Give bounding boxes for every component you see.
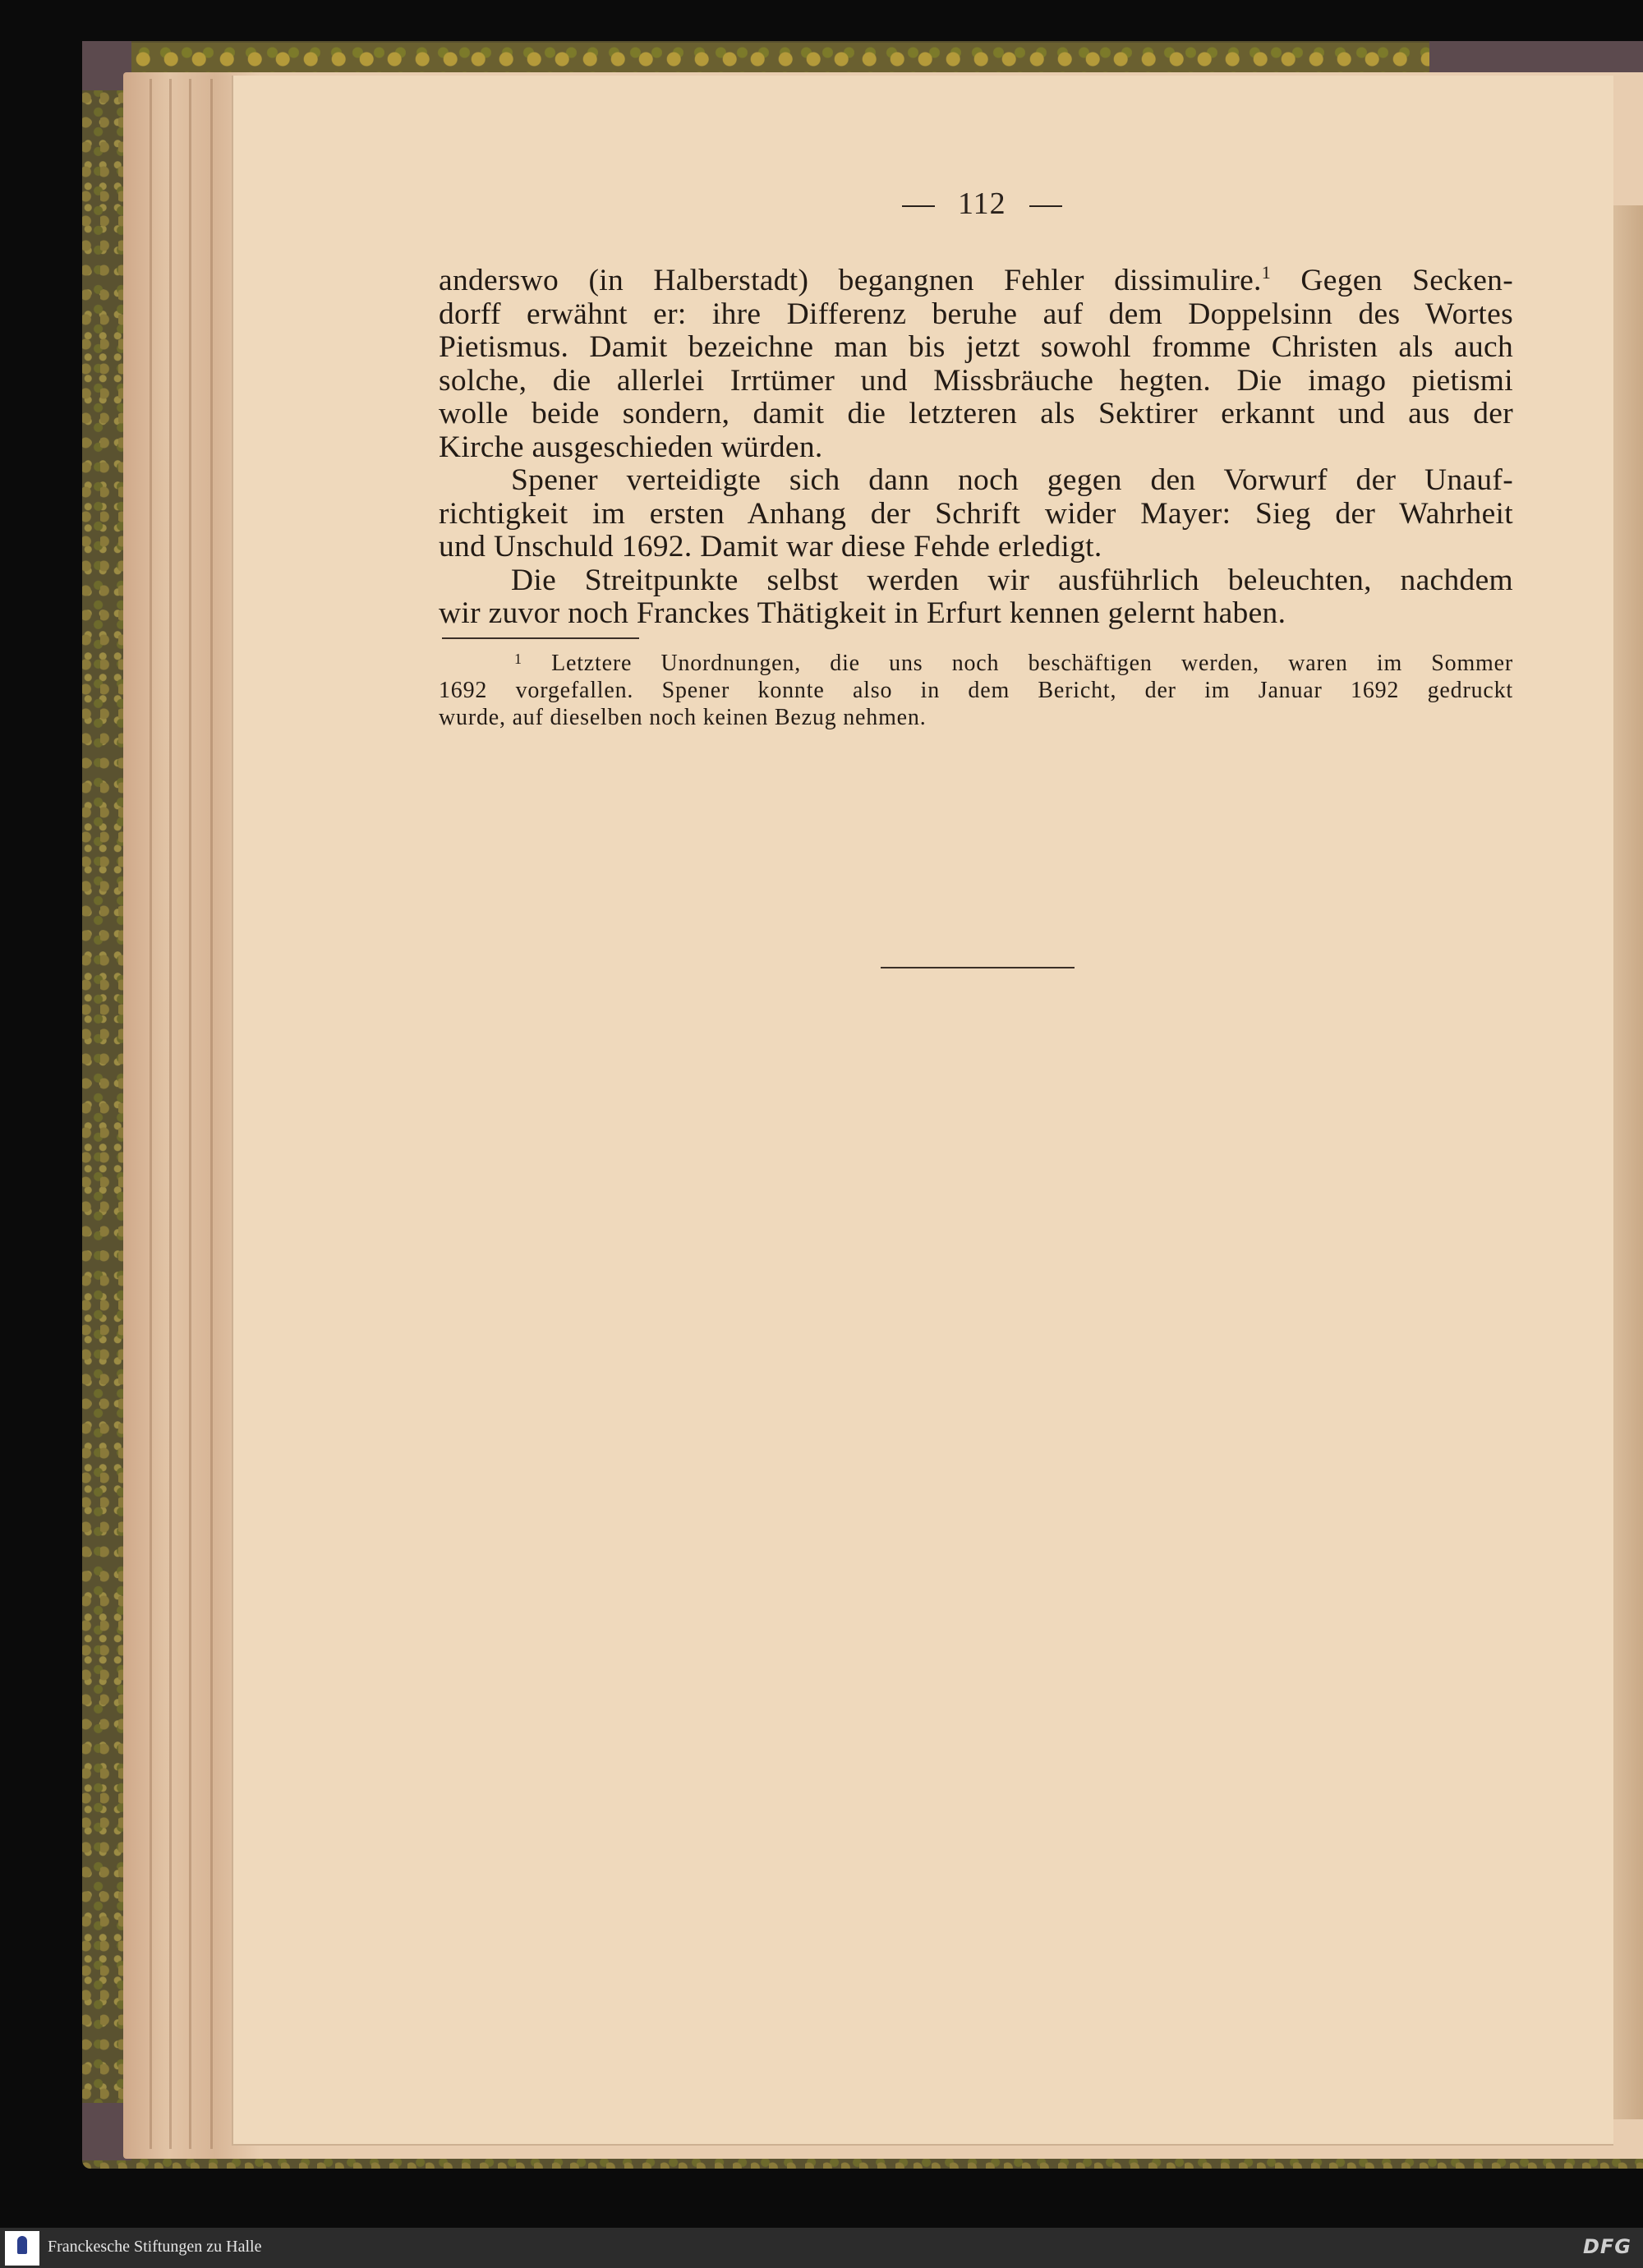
franckesche-stiftungen-logo-icon[interactable] bbox=[5, 2231, 39, 2266]
text-line: Kirche ausgeschieden würden. bbox=[439, 430, 823, 464]
footnote-line: 1692 vorgefallen. Spener konnte also in dem Bericht, der im Januar 1692 gedruckt bbox=[439, 678, 1513, 703]
text-line: dorff erwähnt er: ihre Differenz beruhe auf dem Doppelsinn des Wortes bbox=[439, 297, 1513, 331]
footnote-line: $^1$ Letztere Unordnungen, die uns noch beschäftigen werden, waren im Sommer bbox=[514, 651, 1513, 676]
footnote-line: wurde, auf dieselben noch keinen Bezug nehmen. bbox=[439, 705, 927, 730]
page-edge-line bbox=[210, 79, 213, 2149]
text-line: Pietismus. Damit bezeichne man bis jetzt sowohl fromme Christen als auch bbox=[439, 330, 1513, 364]
page-edge-line bbox=[169, 79, 172, 2149]
page-number-header bbox=[879, 186, 1085, 222]
footnote-marker: 1 bbox=[514, 651, 522, 667]
logo-figure-icon bbox=[17, 2236, 27, 2254]
text-line: richtigkeit im ersten Anhang der Schrift wider Mayer: Sieg der Wahrheit bbox=[439, 496, 1513, 531]
text-line: solche, die allerlei Irrtümer und Missbräuche hegten. Die imago pietismi bbox=[439, 363, 1513, 398]
text-line: Spener verteidigte sich dann noch gegen den Vorwurf der Unauf- bbox=[511, 463, 1513, 497]
text-line: und Unschuld 1692. Damit war diese Fehde erledigt. bbox=[439, 530, 1102, 564]
footnote bbox=[439, 646, 1513, 731]
text-line: Die Streitpunkte selbst werden wir ausführlich beleuchten, nachdem bbox=[511, 563, 1513, 597]
footnote-reference: 1 bbox=[1261, 262, 1272, 283]
facing-page-edge bbox=[1608, 205, 1643, 2119]
text-line: wir zuvor noch Franckes Thätigkeit in Erfurt kennen gelernt haben. bbox=[439, 596, 1286, 630]
page-number: 112 bbox=[958, 186, 1006, 221]
dfg-logo[interactable]: DFG bbox=[1582, 2235, 1631, 2258]
text-line: wolle beide sondern, damit die letzteren als Sektirer erkannt und aus der bbox=[439, 397, 1513, 430]
header-dash-right bbox=[1029, 205, 1062, 207]
cover-cloth-top-right bbox=[1429, 41, 1643, 76]
institution-label[interactable]: Franckesche Stiftungen zu Halle bbox=[48, 2238, 262, 2256]
body-text bbox=[439, 256, 1513, 631]
text-line: anderswo (in Halberstadt) begangnen Fehler dissimulire.$^1$ Gegen Secken- bbox=[439, 262, 1513, 297]
header-dash-left bbox=[902, 205, 935, 207]
section-end-rule bbox=[881, 967, 1075, 968]
viewer-footer-bar bbox=[0, 2228, 1643, 2268]
page-edge-line bbox=[150, 79, 152, 2149]
page-edge-line bbox=[189, 79, 191, 2149]
footnote-separator bbox=[442, 637, 639, 639]
